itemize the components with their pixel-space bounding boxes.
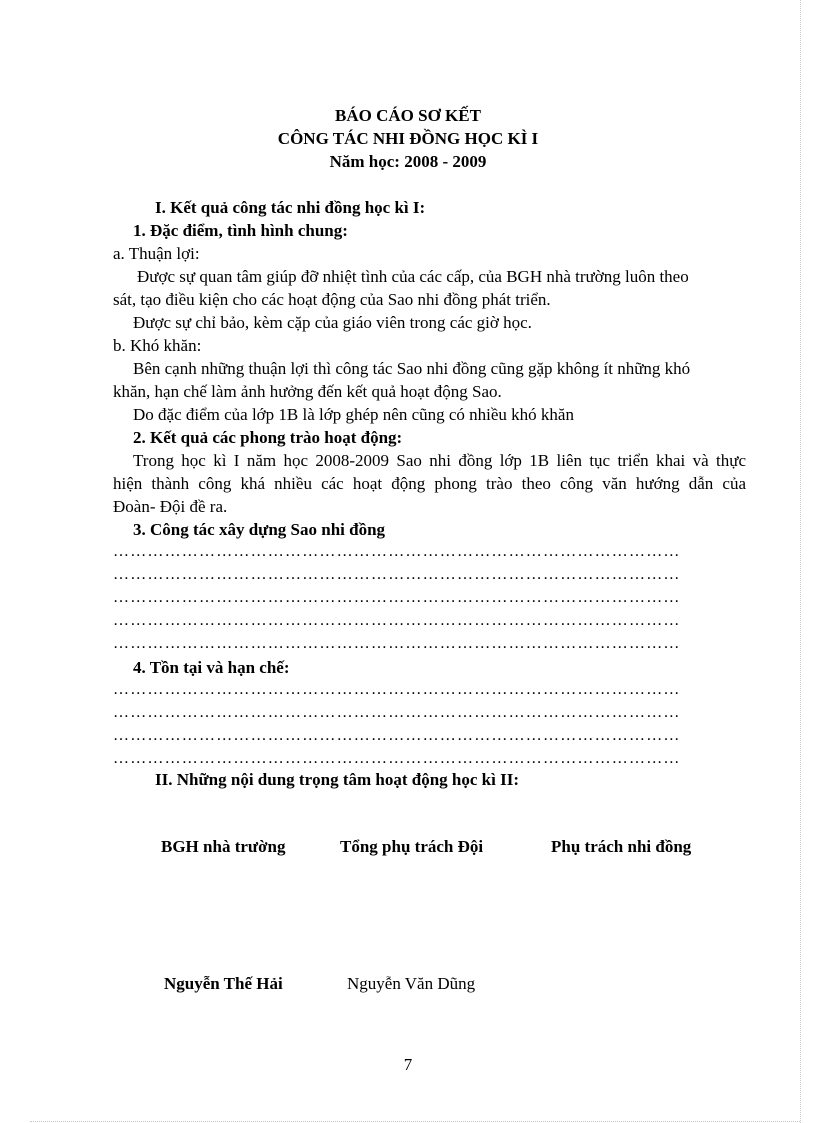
blank-dot-line: ……………………………………………………………………………………… <box>113 566 681 583</box>
page-edge-line <box>30 1121 800 1122</box>
sub3-heading: 3. Công tác xây dựng Sao nhi đồng <box>133 520 386 539</box>
signature-name-team-leader: Nguyễn Văn Dũng <box>347 974 476 993</box>
signature-name-principal: Nguyễn Thế Hải <box>164 974 283 993</box>
difficulties-paragraph-line1: Bên cạnh những thuận lợi thì công tác Sao nhi đồng cũng gặp không ít những khó <box>133 359 691 378</box>
difficulties-paragraph-2: Do đặc điểm của lớp 1B là lớp ghép nên cũng có nhiều khó khăn <box>133 405 574 424</box>
page-edge-line <box>800 0 801 1123</box>
advantages-paragraph-line1: Được sự quan tâm giúp đỡ nhiệt tình của các cấp, của BGH nhà trường luôn theo <box>137 267 689 286</box>
report-subtitle: CÔNG TÁC NHI ĐỒNG HỌC KÌ I <box>277 129 539 148</box>
difficulties-label: b. Khó khăn: <box>113 336 202 355</box>
school-year: Năm học: 2008 - 2009 <box>329 152 487 171</box>
blank-dot-line: ……………………………………………………………………………………… <box>113 681 681 698</box>
blank-dot-line: ……………………………………………………………………………………… <box>113 612 681 629</box>
difficulties-paragraph-line2: khăn, hạn chế làm ảnh hưởng đến kết quả hoạt động Sao. <box>113 382 502 401</box>
blank-dot-line: ……………………………………………………………………………………… <box>113 543 681 560</box>
sub2-heading: 2. Kết quả các phong trào hoạt động: <box>133 428 403 447</box>
signature-title-team-leader: Tổng phụ trách Đội <box>340 837 484 856</box>
page-number: 7 <box>403 1055 413 1074</box>
blank-dot-line: ……………………………………………………………………………………… <box>113 635 681 652</box>
blank-dot-line: ……………………………………………………………………………………… <box>113 750 681 767</box>
advantages-paragraph-2: Được sự chỉ bảo, kèm cặp của giáo viên trong các giờ học. <box>133 313 532 332</box>
signature-title-children-leader: Phụ trách nhi đồng <box>551 837 692 856</box>
results-paragraph-line3: Đoàn- Đội đề ra. <box>113 497 228 516</box>
signature-title-principal: BGH nhà trường <box>161 837 286 856</box>
sub1-heading: 1. Đặc điểm, tình hình chung: <box>133 221 348 240</box>
section1-heading: I. Kết quả công tác nhi đồng học kì I: <box>155 198 426 217</box>
results-paragraph-line2: hiện thành công khá nhiều các hoạt động phong trào theo công văn hướng dẫn của <box>113 474 746 493</box>
blank-dot-line: ……………………………………………………………………………………… <box>113 704 681 721</box>
blank-dot-line: ……………………………………………………………………………………… <box>113 727 681 744</box>
section2-heading: II. Những nội dung trọng tâm hoạt động học kì II: <box>155 770 519 789</box>
advantages-paragraph-line2: sát, tạo điều kiện cho các hoạt động của Sao nhi đồng phát triển. <box>113 290 551 309</box>
results-paragraph-line1: Trong học kì I năm học 2008-2009 Sao nhi đồng lớp 1B liên tục triển khai và thực <box>133 451 746 470</box>
blank-dot-line: ……………………………………………………………………………………… <box>113 589 681 606</box>
advantages-label: a. Thuận lợi: <box>113 244 200 263</box>
report-title: BÁO CÁO SƠ KẾT <box>335 106 481 125</box>
sub4-heading: 4. Tồn tại và hạn chế: <box>133 658 290 677</box>
